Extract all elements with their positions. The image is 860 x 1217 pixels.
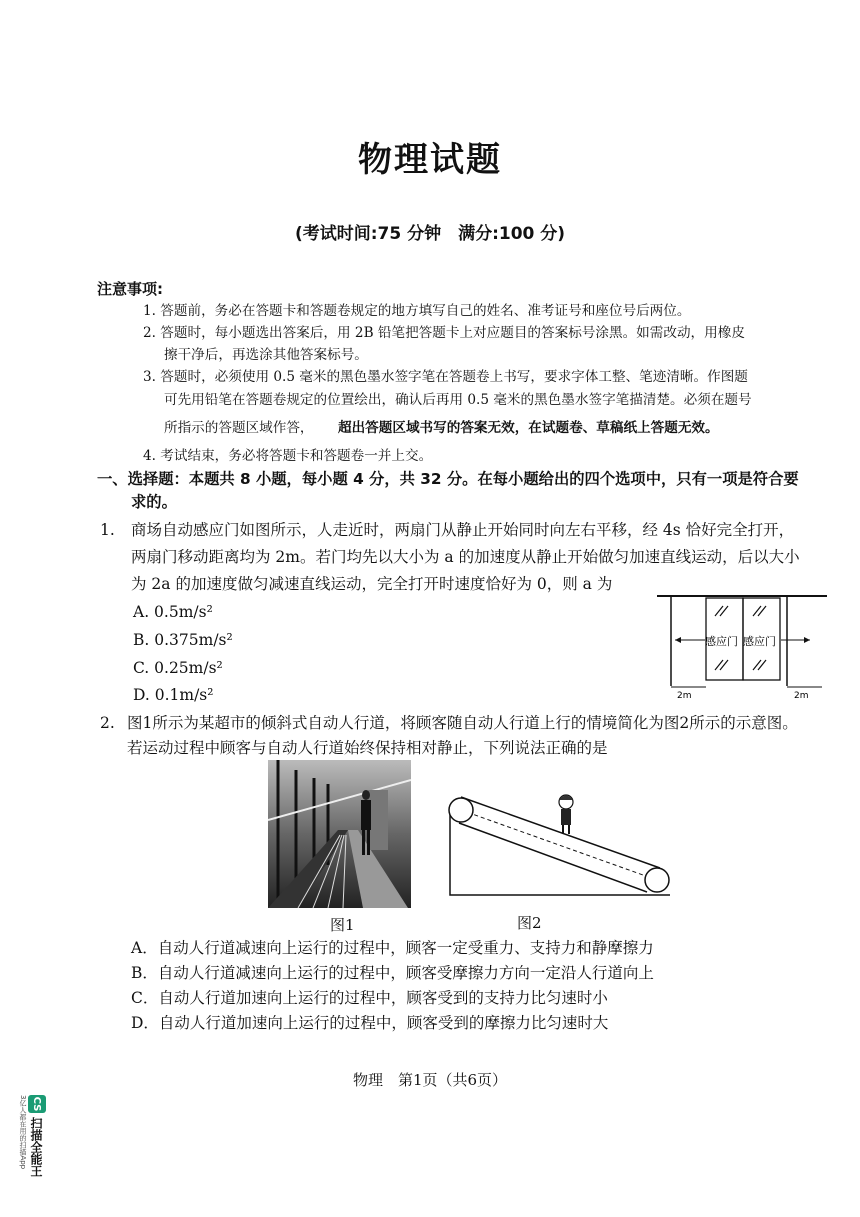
fig2-caption: 图2 (517, 914, 542, 932)
walkway-photo (268, 760, 411, 908)
walkway-diagram (445, 780, 675, 898)
page-title: 物理试题 (358, 140, 502, 180)
notice-item-1: 1. 答题前，务必在答题卡和答题卷规定的地方填写自己的姓名、准考证号和座位号后两位。 (143, 303, 691, 319)
q1-line-2: 两扇门移动距离均为 2m。若门均先以大小为 a 的加速度从静止开始做匀加速直线运动，后以大小 (131, 548, 800, 566)
customer-figure (559, 795, 573, 834)
q2-option-d: D．自动人行道加速向上运行的过程中，顾客受到的摩擦力比匀速时大 (131, 1014, 609, 1032)
q1-option-b: B. 0.375m/s² (133, 631, 233, 649)
dim-label-right: 2m (794, 691, 809, 701)
q1-option-c: C. 0.25m/s² (133, 659, 223, 677)
scanner-tagline: 3亿人都在用的扫描App (19, 1095, 27, 1170)
notice-item-3-cont: 可先用铅笔在答题卷规定的位置绘出，确认后再用 0.5 毫米的黑色墨水签字笔描清楚。必须在题号 (164, 392, 752, 408)
section-heading-cont: 求的。 (131, 493, 177, 511)
q2-line-1: 图1所示为某超市的倾斜式自动人行道，将顾客随自动人行道上行的情境简化为图2所示的示意图。 (127, 714, 798, 732)
q1-line-3: 为 2a 的加速度做匀减速直线运动，完全打开时速度恰好为 0，则 a 为 (131, 575, 613, 593)
notice-item-3-bold: 超出答题区域书写的答案无效，在试题卷、草稿纸上答题无效。 (338, 420, 719, 436)
q2-option-c: C．自动人行道加速向上运行的过程中，顾客受到的支持力比匀速时小 (131, 989, 608, 1007)
q2-number: 2. (100, 714, 115, 732)
dim-label-left: 2m (677, 691, 692, 701)
door-label-right: 感应门 (743, 635, 776, 648)
q1-option-a: A. 0.5m/s² (133, 603, 213, 621)
q1-line-1: 商场自动感应门如图所示，人走近时，两扇门从静止开始同时向左右平移，经 4s 恰好完全打开， (131, 521, 795, 539)
scanner-brand: 扫描全能王 (29, 1117, 43, 1177)
fig1-caption: 图1 (330, 916, 355, 934)
section-heading: 一、选择题：本题共 8 小题，每小题 4 分，共 32 分。在每小题给出的四个选项中，只有一项是符合要 (97, 470, 799, 488)
notice-item-3: 3. 答题时，必须使用 0.5 毫米的黑色墨水签字笔在答题卷上书写，要求字体工整、笔迹清晰。作图题 (143, 369, 748, 385)
notice-heading: 注意事项: (97, 280, 163, 298)
page-footer: 物理 第1页（共6页） (352, 1071, 508, 1089)
scanner-watermark (19, 1095, 50, 1177)
q1-number: 1. (100, 521, 115, 539)
exam-info: (考试时间:75 分钟 满分:100 分) (294, 224, 566, 244)
notice-item-2: 2. 答题时，每小题选出答案后，用 2B 铅笔把答题卡上对应题目的答案标号涂黑。如需改动，用橡皮 (143, 325, 745, 341)
q2-option-a: A．自动人行道减速向上运行的过程中，顾客一定受重力、支持力和静摩擦力 (131, 939, 654, 957)
q2-line-2: 若运动过程中顾客与自动人行道始终保持相对静止，下列说法正确的是 (127, 739, 608, 757)
door-figure (655, 590, 830, 702)
q1-option-d: D. 0.1m/s² (133, 686, 214, 704)
notice-item-2-cont: 擦干净后，再选涂其他答案标号。 (164, 347, 368, 363)
notice-item-3-cont2: 所指示的答题区域作答， (164, 420, 314, 436)
notice-item-4: 4. 考试结束，务必将答题卡和答题卷一并上交。 (143, 448, 433, 464)
scanner-logo-icon: CS (28, 1095, 46, 1113)
door-label-left: 感应门 (705, 635, 738, 648)
q2-option-b: B．自动人行道减速向上运行的过程中，顾客受摩擦力方向一定沿人行道向上 (131, 964, 654, 982)
